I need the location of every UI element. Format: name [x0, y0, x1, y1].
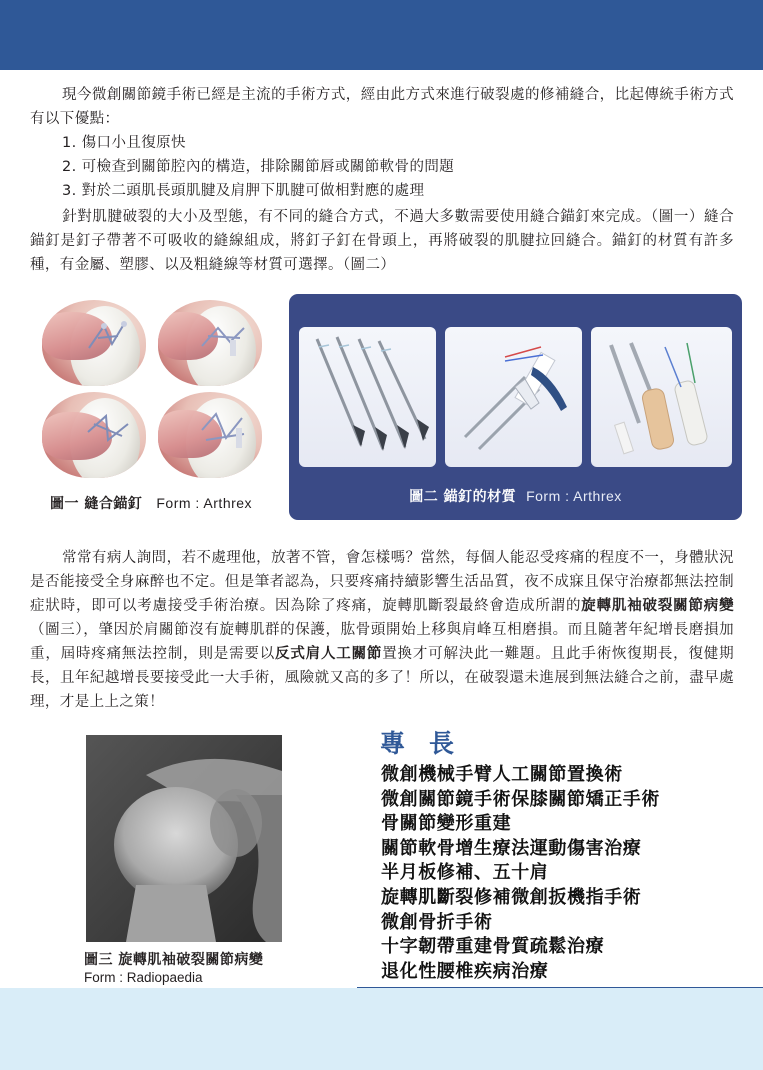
- plastic-anchor-panel: [445, 327, 582, 467]
- specialty-item: 旋轉肌斷裂修補微創扳機指手術: [381, 886, 642, 908]
- figure-2-box: [289, 294, 742, 520]
- specialty-item: 退化性腰椎疾病治療: [381, 960, 549, 982]
- specialty-item: 半月板修補、五十肩: [381, 862, 549, 884]
- shoulder-suture-image: [42, 392, 146, 478]
- specialty-item: 關節軟骨增生療法運動傷害治療: [381, 837, 642, 859]
- advantage-item: 1. 傷口小且復原快: [62, 135, 186, 151]
- figure-3-title: 圖三 旋轉肌袖破裂關節病變: [84, 952, 264, 968]
- figure-1-illustration: [38, 300, 268, 482]
- intro-paragraph: 現今微創關節鏡手術已經是主流的手術方式，經由此方式來進行破裂處的修補縫合，比起傳統手術方式有以下優點：: [30, 87, 734, 127]
- figure-2-title: 圖二 錨釘的材質: [409, 489, 517, 505]
- metal-anchor-panel: [299, 327, 436, 467]
- specialties-list: [381, 763, 660, 984]
- figure-3-source: Form : Radiopaedia: [84, 970, 203, 985]
- shoulder-suture-image: [158, 392, 262, 478]
- specialty-item: 微創關節鏡手術保膝關節矯正手術: [381, 788, 660, 810]
- shoulder-suture-image: [158, 300, 262, 386]
- figure-3-xray: [86, 735, 282, 942]
- specialty-item: 骨關節變形重建: [381, 813, 512, 835]
- specialties-title: 專長: [380, 729, 479, 758]
- shoulder-suture-image: [42, 300, 146, 386]
- suture-anchor-panel: [591, 327, 732, 467]
- advantages-list: [62, 131, 454, 203]
- anchor-paragraph: 針對肌腱破裂的大小及型態，有不同的縫合方式，不過大多數需要使用縫合錨釘來完成。（圖一）縫合錨釘是釘子帶著不可吸收的縫線組成，將釘子釘在骨頭上，再將破裂的肌腱拉回縫合。錨釘的材質有許多種，有金屬、塑膠、以及粗縫線等材質可選擇。（圖二）: [30, 209, 734, 273]
- footer-band: [0, 988, 763, 1070]
- emphasis-arthropathy: 旋轉肌袖破裂關節病變: [581, 598, 734, 614]
- figure-1-source: Form : Arthrex: [156, 495, 253, 511]
- header-band: [0, 0, 763, 70]
- specialty-item: 微創骨折手術: [381, 911, 493, 933]
- emphasis-reverse-shoulder: 反式肩人工關節: [275, 646, 383, 662]
- specialty-item: 微創機械手臂人工關節置換術: [381, 764, 623, 785]
- discussion-paragraph: 常常有病人詢問，若不處理他，放著不管，會怎樣嗎？當然，每個人能忍受疼痛的程度不一，身體狀況是否能接受全身麻醉也不定。但是筆者認為，只要疼痛持續影響生活品質，夜不成寐且保守治療都無法控制症狀時，即可以考慮接受手術治療。因為除了疼痛，旋轉肌斷裂最終會造成所謂的旋轉肌袖破裂關節病變（圖三），肇因於肩關節沒有旋轉肌群的保護，肱骨頭開始上移與肩峰互相磨損。而且隨著年紀增長磨損加重，屆時疼痛無法控制，則是需要以反式肩人工關節置換才可解決此一難題。且此手術恢復期長，復健期長，且年紀越增長要接受此一大手術，風險就又高的多了！所以，在破裂還未進展到無法縫合之前，盡早處理，才是上上之策！: [30, 550, 734, 710]
- advantage-item: 2. 可檢查到關節腔內的構造，排除關節唇或關節軟骨的問題: [62, 159, 455, 175]
- advantage-item: 3. 對於二頭肌長頭肌腱及肩胛下肌腱可做相對應的處理: [62, 183, 425, 199]
- figure-2-caption: [289, 486, 742, 506]
- figure-1-caption: [50, 493, 252, 513]
- figure-2-source: Form : Arthrex: [526, 488, 622, 504]
- specialty-item: 十字韌帶重建骨質疏鬆治療: [381, 936, 605, 958]
- figure-1-title: 圖一 縫合錨釘: [50, 496, 143, 512]
